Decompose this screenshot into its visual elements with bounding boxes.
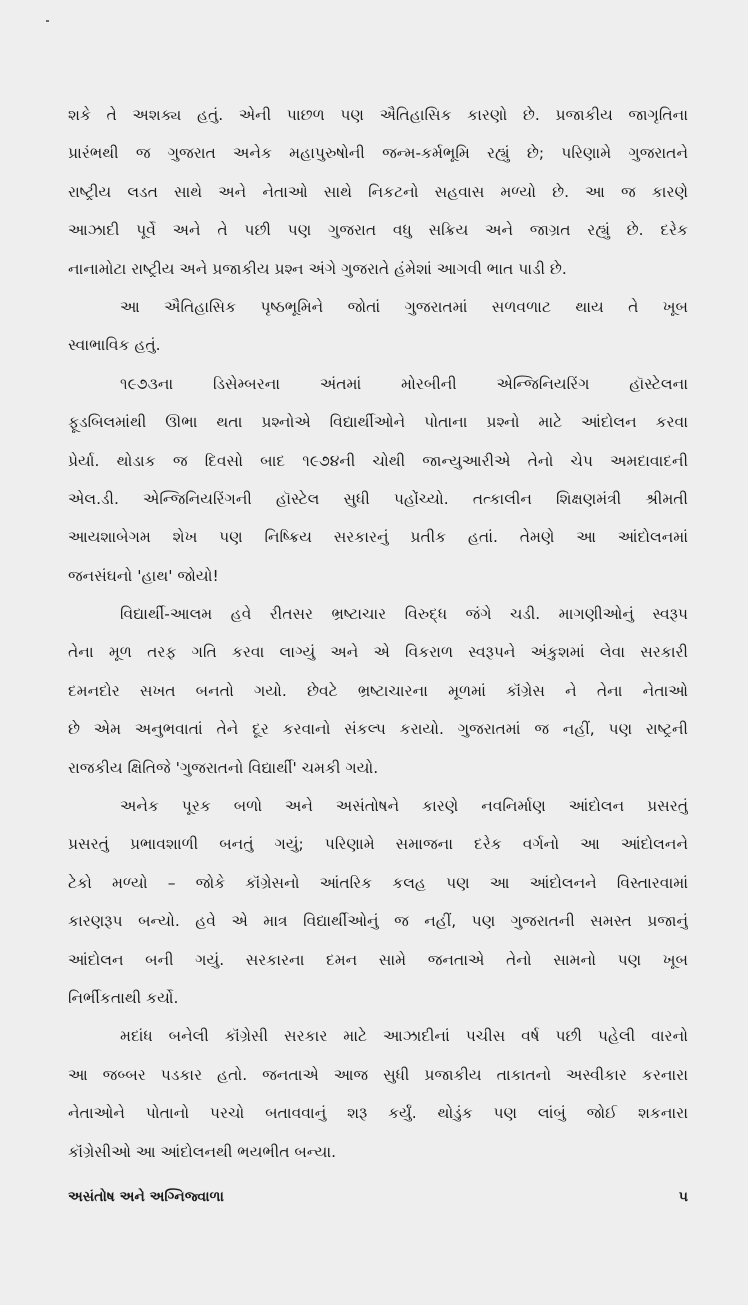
text-line: શકે તે અશક્ય હતું. એની પાછળ પણ ઐતિહાસિક કારણો છે. પ્રજાકીય જાગૃતિના (68, 106, 688, 124)
text-line: આઝાદી પૂર્વે અને તે પછી પણ ગુજરાત વધુ સક્રિય અને જાગ્રત રહ્યું છે. દરેક (68, 221, 688, 240)
text-line: સ્વાભાવિક હતું. (68, 336, 161, 355)
text-line: એલ.ડી. એન્જિનિયરિંગની હૉસ્ટેલ સુધી પહોંચ્યો. તત્કાલીન શિક્ષણમંત્રી શ્રીમતી (68, 489, 688, 508)
text-line: જનસંઘનો 'હાથ' જોયો! (68, 566, 219, 585)
running-title: અસંતોષ અને અગ્નિજ્વાળા (68, 1189, 224, 1205)
text-line: અનેક પૂરક બળો અને અસંતોષને કારણે નવનિર્માણ આંદોલન પ્રસરતું (120, 797, 688, 816)
text-line: રાજકીય ક્ષિતિજે 'ગુજરાતનો વિદ્યાર્થી' ચમકી ગયો. (68, 758, 379, 777)
text-line: મદાંધ બનેલી કૉંગ્રેસી સરકાર માટે આઝાદીનાં પચીસ વર્ષ પછી પહેલી વારનો (120, 1027, 688, 1046)
text-line: નાનામોટા રાષ્ટ્રીય અને પ્રજાકીય પ્રશ્ન અંગે ગુજરાતે હંમેશાં આગવી ભાત પાડી છે. (68, 259, 567, 278)
text-line: આ જબ્બર પડકાર હતો. જનતાએ આજ સુધી પ્રજાકીય તાકાતનો અસ્વીકાર કરનારા (68, 1065, 688, 1084)
text-line: પ્રેર્યા. થોડાક જ દિવસો બાદ ૧૯૭૪ની ચોથી જાન્યુઆરીએ તેનો ચેપ અમદાવાદની (68, 451, 688, 470)
text-line: કારણરૂપ બન્યો. હવે એ માત્ર વિદ્યાર્થીઓનું જ નહીં, પણ ગુજરાતની સમસ્ત પ્રજાનું (68, 912, 688, 931)
text-line: ૧૯૭૩ના ડિસેમ્બરના અંતમાં મોરબીની એન્જિનિયરિંગ હૉસ્ટેલના (120, 374, 688, 393)
text-line: રાષ્ટ્રીય લડત સાથે અને નેતાઓ સાથે નિકટનો સહવાસ મળ્યો છે. આ જ કારણે (68, 182, 688, 201)
text-line: નેતાઓને પોતાનો પરચો બતાવવાનું શરૂ કર્યું. થોડુંક પણ લાંબું જોઈ શકનારા (68, 1104, 688, 1123)
text-line: છે એમ અનુભવાતાં તેને દૂર કરવાનો સંકલ્પ કરાયો. ગુજરાતમાં જ નહીં, પણ રાષ્ટ્રની (68, 720, 688, 739)
text-line: દમનદોર સખત બનતો ગયો. છેવટે ભ્રષ્ટાચારના મૂળમાં કૉંગ્રેસ ને તેના નેતાઓ (68, 681, 688, 700)
text-line: પ્રારંભથી જ ગુજરાત અનેક મહાપુરુષોની જન્મ-કર્મભૂમિ રહ્યું છે; પરિણામે ગુજરાતને (68, 144, 688, 163)
text-line: આંદોલન બની ગયું. સરકારના દમન સામે જનતાએ તેનો સામનો પણ ખૂબ (68, 950, 688, 969)
text-line: વિદ્યાર્થી-આલમ હવે રીતસર ભ્રષ્ટાચાર વિરુદ્ધ જંગે ચડી. માગણીઓનું સ્વરૂપ (120, 605, 688, 624)
text-line: આયશાબેગમ શેખ પણ નિષ્ક્રિય સરકારનું પ્રતીક હતાં. તેમણે આ આંદોલનમાં (68, 528, 688, 547)
text-line: પ્રસરતું પ્રભાવશાળી બનતું ગયું; પરિણામે સમાજના દરેક વર્ગનો આ આંદોલનને (68, 835, 688, 854)
page-speck (46, 20, 49, 22)
text-line: નિર્ભીકતાથી કર્યો. (68, 988, 179, 1007)
text-line: તેના મૂળ તરફ ગતિ કરવા લાગ્યું અને એ વિકરાળ સ્વરૂપને અંકુશમાં લેવા સરકારી (68, 643, 688, 662)
text-line: ટેકો મળ્યો – જોકે કૉંગ્રેસનો આંતરિક કલહ પણ આ આંદોલનને વિસ્તારવામાં (68, 873, 688, 892)
text-line: ફૂડબિલમાંથી ઊભા થતા પ્રશ્નોએ વિદ્યાર્થીઓને પોતાના પ્રશ્નો માટે આંદોલન કરવા (68, 413, 688, 432)
body-text (68, 96, 688, 1171)
text-line: કૉંગ્રેસીઓ આ આંદોલનથી ભયભીત બન્યા. (68, 1142, 337, 1161)
page-footer (68, 1182, 688, 1212)
text-line: આ ઐતિહાસિક પૃષ્ઠભૂમિને જોતાં ગુજરાતમાં સળવળાટ થાય તે ખૂબ (120, 297, 688, 316)
page-number: ૫ (678, 1189, 688, 1205)
